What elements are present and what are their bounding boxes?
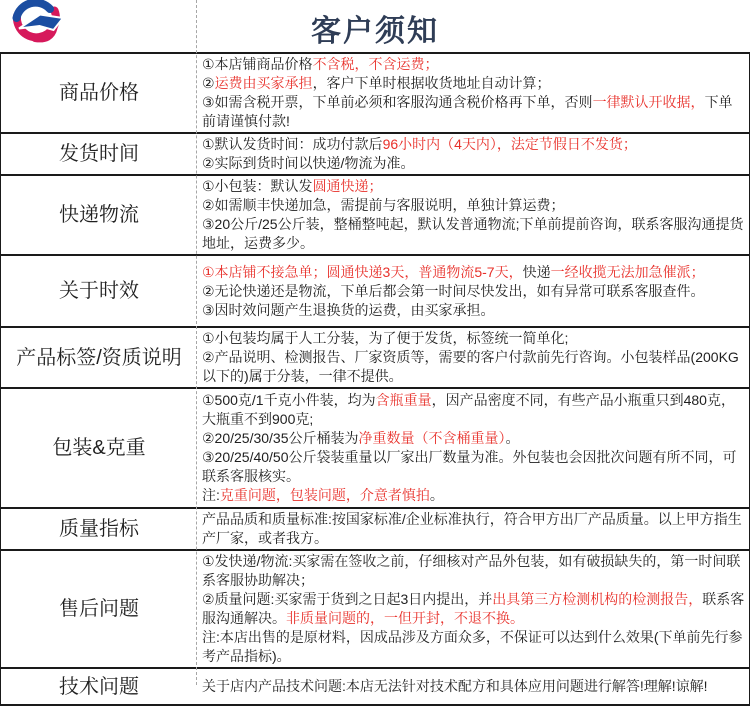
notice-text: 。	[505, 430, 520, 446]
notice-text-red: 一律默认开收据，	[592, 94, 705, 110]
row-label: 售后问题	[59, 598, 139, 620]
notice-text: ②20/25/30/35公斤桶装为	[202, 430, 359, 446]
notice-text: ①本店铺商品价格	[202, 56, 313, 72]
notice-text-red: 96小时内（4天内），法定节假日不发货；	[382, 136, 637, 152]
notice-paragraph	[202, 93, 745, 131]
notice-paragraph	[202, 391, 745, 429]
row-content	[197, 389, 749, 507]
table-row	[1, 387, 749, 507]
notice-text-red: 净重数量（不含桶重量）	[358, 430, 506, 446]
row-label: 技术问题	[59, 675, 139, 698]
notice-paragraph	[202, 510, 745, 548]
row-content	[197, 509, 749, 549]
notice-text: ②产品说明、检测报告、厂家资质等，需要的客户付款前先行咨询。小包装样品(200KG以下的)属于分装，一律不提供。	[202, 349, 739, 384]
notice-paragraph	[202, 486, 745, 505]
notice-paragraph	[202, 448, 745, 486]
notice-paragraph	[202, 74, 745, 93]
row-content	[197, 551, 749, 667]
notice-text: ③因时效问题产生退换货的运费，由买家承担。	[202, 301, 495, 318]
notice-paragraph	[202, 263, 745, 282]
row-label: 关于时效	[59, 280, 139, 302]
notice-text-red: 圆通快递；	[312, 178, 383, 194]
row-content	[197, 54, 749, 132]
notice-text: ①默认发货时间：成功付款后	[202, 136, 383, 152]
notice-text: ②如需顺丰快递加急，需提前与客服说明，单独计算运费；	[202, 197, 565, 213]
column-divider	[196, 0, 197, 685]
notice-text-red: 不含税，不含运费；	[312, 56, 439, 72]
notice-paragraph	[202, 552, 745, 590]
notice-paragraph	[202, 329, 745, 348]
notice-text: ①发快递/物流:买家需在签收之前，仔细核对产品外包装，如有破损缺失的，第一时间联系客服协助解决；	[202, 553, 741, 588]
notice-paragraph	[202, 177, 745, 196]
notice-text-red: 一经收揽无法加急催派；	[550, 263, 705, 280]
table-row	[1, 174, 749, 254]
notice-paragraph	[202, 590, 745, 628]
notice-text: ②实际到货时间以快递/物流为准。	[202, 155, 415, 171]
table-row	[1, 326, 749, 387]
notice-text-red: 含瓶重量	[375, 392, 432, 408]
notice-paragraph	[202, 628, 745, 666]
row-content	[197, 176, 749, 254]
notice-text-red: 非质量问题的，一但开封，不退不换。	[286, 610, 524, 626]
row-content	[197, 134, 749, 174]
row-content	[197, 328, 749, 387]
table-row	[1, 54, 749, 132]
notice-text-red: 克重问题，包装问题，介意者慎拍	[219, 487, 430, 503]
notice-text: 联系客服沟通解决。	[202, 591, 745, 626]
notice-text: 关于店内产品技术问题:本店无法针对技术配方和具体应用问题进行解答!理解!谅解!	[202, 678, 708, 694]
notice-text: 注:本店出售的是原材料，因成品涉及方面众多，不保证可以达到什么效果(下单前先行参考产品指标)。	[202, 629, 743, 664]
notice-text: ①500克/1千克小件装，均为	[202, 392, 376, 408]
notice-text: 产品品质和质量标准:按国家标准/企业标准执行，符合甲方出厂产品质量。以上甲方指生产厂家，或者我方。	[202, 511, 742, 546]
row-label: 包装&克重	[52, 437, 146, 459]
row-label: 商品价格	[59, 82, 139, 104]
table-row	[1, 667, 749, 704]
row-content	[197, 256, 749, 326]
notice-paragraph	[202, 677, 745, 696]
notice-text-red: 出具第三方检测机构的检测报告，	[492, 591, 703, 607]
row-content	[197, 669, 749, 704]
notice-text: ，因产品密度不同，有些产品小瓶重只到480克，大瓶重不到900克;	[202, 392, 735, 427]
notice-paragraph	[202, 348, 745, 386]
notice-paragraph	[202, 196, 745, 215]
notice-paragraph	[202, 55, 745, 74]
notice-text: ③20公斤/25公斤装，整桶整吨起，默认发普通物流;下单前提前咨询，联系客服沟通提货地址，运费多少。	[202, 216, 744, 251]
notice-text: ②无论快递还是物流，下单后都会第一时间尽快发出，如有异常可联系客服查件。	[202, 282, 705, 299]
row-label: 发货时间	[59, 143, 139, 165]
notice-text: 。	[429, 487, 444, 503]
notice-text: 快递	[522, 263, 551, 280]
notice-text: ①小包装均属于人工分装，为了便于发货，标签统一简单化;	[202, 330, 569, 346]
notice-text: 下单前请谨慎付款!	[202, 94, 733, 129]
table-row	[1, 549, 749, 667]
row-label: 快递物流	[59, 204, 139, 226]
page-title: 客户须知	[311, 15, 439, 48]
notice-text: ③如需含税开票，下单前必须和客服沟通含税价格再下单，否则	[202, 94, 593, 110]
table-row	[1, 132, 749, 174]
notice-paragraph	[202, 154, 745, 173]
notice-text-red: ①本店铺不接急单；圆通快递3天，普通物流5-7天，	[202, 263, 523, 280]
table-row	[1, 254, 749, 326]
table-row	[1, 507, 749, 549]
notice-text: ，客户下单时根据收货地址自动计算；	[312, 75, 551, 91]
page-header	[0, 0, 750, 52]
notice-text: ①小包装：默认发	[202, 178, 313, 194]
notice-text: ②质量问题:买家需于货到之日起3日内提出，并	[202, 591, 493, 607]
notice-text: 注:	[202, 487, 220, 503]
notice-table	[0, 52, 750, 706]
row-label: 质量指标	[59, 518, 139, 540]
notice-paragraph	[202, 215, 745, 253]
notice-paragraph	[202, 301, 745, 320]
notice-text-red: 运费由买家承担	[214, 75, 313, 91]
notice-paragraph	[202, 135, 745, 154]
notice-text: ②	[202, 75, 215, 91]
notice-paragraph	[202, 429, 745, 448]
notice-paragraph	[202, 282, 745, 301]
notice-text: ③20/25/40/50公斤袋装重量以厂家出厂数量为准。外包装也会因批次问题有所不同，可联系客服核实。	[202, 449, 737, 484]
row-label: 产品标签/资质说明	[16, 346, 182, 369]
